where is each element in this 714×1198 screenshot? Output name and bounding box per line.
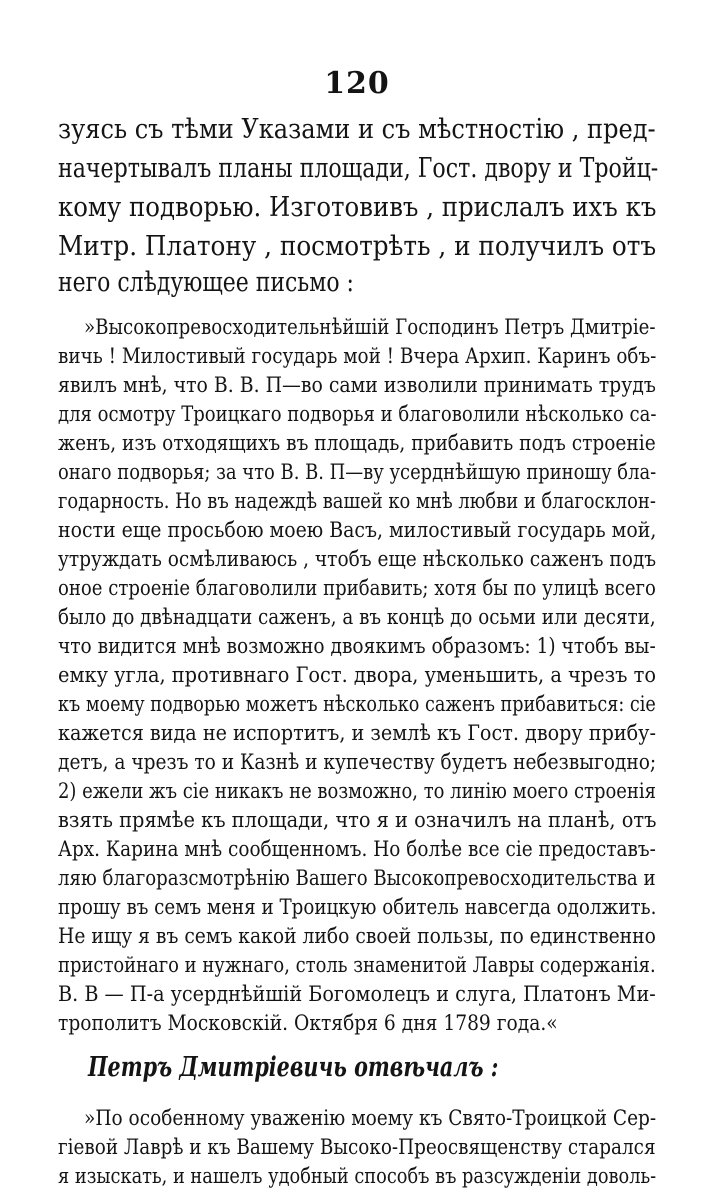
letter-line: оное строеніе благоволили прибавить; хотя бы по улицѣ всего bbox=[58, 576, 656, 600]
letter-line: прошу въ семъ меня и Троицкую обитель навсегда одолжить. bbox=[58, 895, 657, 919]
letter-line: 2) ежели жъ сіе никакъ не возможно, то линію моего строенія bbox=[58, 779, 656, 803]
letter-line: взять прямѣе къ площади, что я и означилъ на планѣ, отъ bbox=[58, 808, 657, 832]
letter-line: для осмотру Троицкаго подворья и благоволили нѣсколько са- bbox=[58, 402, 657, 426]
letter-line: ности еще просьбою моею Васъ, милостивый государь мой, bbox=[58, 518, 657, 542]
letter-line: было до двѣнадцати саженъ, а въ концѣ до осьми или десяти, bbox=[58, 605, 656, 629]
intro-line: него слѣдующее письмо : bbox=[58, 267, 354, 298]
letter-line: ляю благоразсмотрѣнію Вашего Высокопревосходительства и bbox=[58, 866, 656, 890]
reply-line: я изыскать, и нашелъ удобный способъ въ разсужденіи доволь- bbox=[58, 1164, 657, 1188]
letter-line: Арх. Карина мнѣ сообщенномъ. Но болѣе все сіе предоставъ- bbox=[58, 837, 656, 861]
letter-line: детъ, а чрезъ то и Казнѣ и купечеству будетъ небезвыгодно; bbox=[58, 750, 657, 774]
letter-line: трополитъ Московскій. Октября 6 дня 1789 года.« bbox=[58, 1011, 558, 1035]
letter-line: пристойнаго и нужнаго, столь знаменитой Лавры содержанія. bbox=[58, 953, 656, 977]
letter-line: годарность. Но въ надеждѣ вашей ко мнѣ любви и благосклон- bbox=[58, 489, 656, 513]
letter-line: явилъ мнѣ, что В. В. П—во сами изволили принимать трудъ bbox=[58, 373, 656, 397]
letter-line: утруждать осмѣливаюсь , чтобъ еще нѣсколько саженъ подъ bbox=[58, 547, 657, 571]
page-number: 120 bbox=[324, 66, 390, 101]
letter-line: къ моему подворью можетъ нѣсколько саженъ прибавиться: сіе bbox=[58, 692, 656, 716]
reply-heading: Петръ Дмитріевичь отвѣчалъ : bbox=[88, 1052, 499, 1083]
letter-line: »Высокопревосходительнѣйшій Господинъ Петръ Дмитріе- bbox=[84, 315, 656, 339]
intro-line: кому подворью. Изготовивъ , прислалъ ихъ къ bbox=[58, 192, 657, 223]
intro-line: начертывалъ планы площади, Гост. двору и Тройц- bbox=[58, 153, 659, 184]
letter-line: емку угла, противнаго Гост. двора, уменьшить, а чрезъ то bbox=[58, 663, 657, 687]
letter-line: женъ, изъ отходящихъ въ площадь, прибавить подъ строеніе bbox=[58, 431, 656, 455]
reply-line: »По особенному уваженію моему къ Свято-Троицкой Сер- bbox=[84, 1106, 657, 1130]
letter-line: онаго подворья; за что В. В. П—ву усерднѣйшую приношу бла- bbox=[58, 460, 657, 484]
intro-line: зуясь съ тѣми Указами и съ мѣстностію , пред- bbox=[58, 114, 656, 145]
letter-line: кажется вида не испортитъ, и землѣ къ Гост. двору прибу- bbox=[58, 721, 656, 745]
letter-line: что видится мнѣ возможно двоякимъ образомъ: 1) чтобъ вы- bbox=[58, 634, 656, 658]
letter-line: Не ищу я въ семъ какой либо своей пользы, по единственно bbox=[58, 924, 656, 948]
letter-line: В. В — П-а усерднѣйшій Богомолецъ и слуга, Платонъ Ми- bbox=[58, 982, 656, 1006]
letter-line: вичь ! Милостивый государь мой ! Вчера Архип. Каринъ объ- bbox=[58, 344, 657, 368]
reply-line: гіевой Лаврѣ и къ Вашему Высоко-Преосвященству старался bbox=[58, 1135, 656, 1159]
intro-line: Митр. Платону , посмотрѣть , и получилъ отъ bbox=[58, 231, 657, 262]
